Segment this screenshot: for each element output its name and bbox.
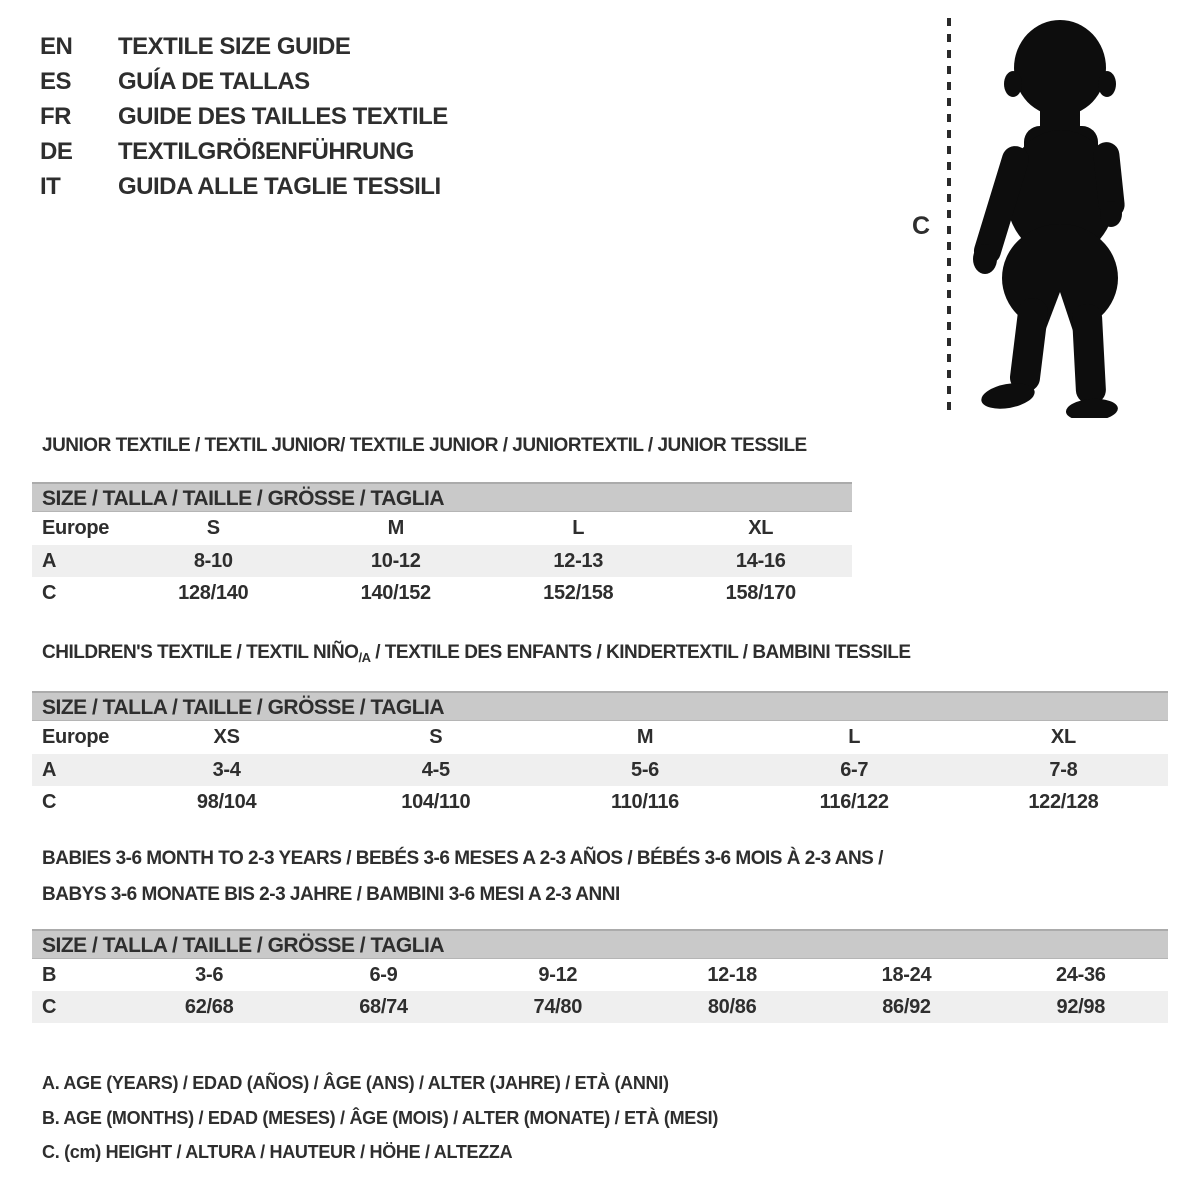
babies-months-row — [32, 959, 1168, 991]
row-label: C — [42, 995, 57, 1018]
language-row-de — [40, 134, 448, 169]
size-column: L — [848, 726, 861, 748]
months-value: 24-36 — [1055, 963, 1106, 986]
size-column: S — [429, 726, 443, 748]
language-row-es — [40, 64, 448, 99]
height-value: 74/80 — [533, 995, 583, 1018]
children-column-header-row — [32, 721, 1168, 754]
height-value: 98/104 — [196, 790, 257, 813]
junior-column-header-row — [32, 512, 852, 545]
heading-subscript: /A — [358, 650, 371, 665]
height-dashed-line — [947, 18, 951, 417]
height-value: 122/128 — [1028, 790, 1099, 813]
height-value: 92/98 — [1056, 995, 1106, 1018]
height-value: 68/74 — [359, 995, 408, 1018]
months-value: 6-9 — [369, 963, 398, 986]
heading-text: CHILDREN'S TEXTILE / TEXTIL NIÑO — [42, 642, 359, 663]
age-value: 7-8 — [1049, 758, 1078, 781]
guide-title-de: TEXTILGRÖßENFÜHRUNG — [118, 138, 414, 165]
language-code: IT — [40, 173, 61, 200]
babies-size-table — [32, 929, 1168, 1023]
junior-section-heading: JUNIOR TEXTILE / TEXTIL JUNIOR/ TEXTILE JUNIOR / JUNIORTEXTIL / JUNIOR TESSILE — [42, 435, 807, 456]
age-value: 14-16 — [735, 549, 786, 572]
age-value: 3-4 — [212, 758, 241, 781]
height-measure-label: C — [912, 212, 931, 240]
region-label: Europe — [42, 726, 110, 748]
language-row-it — [40, 169, 448, 204]
guide-title-es: GUÍA DE TALLAS — [118, 68, 310, 95]
junior-size-table — [32, 482, 852, 609]
heading-text: / TEXTILE DES ENFANTS / KINDERTEXTIL / BAMBINI TESSILE — [370, 642, 911, 663]
language-code: EN — [40, 33, 73, 60]
months-value: 18-24 — [881, 963, 932, 986]
junior-age-row — [32, 545, 852, 577]
babies-height-row — [32, 991, 1168, 1023]
guide-title-en: TEXTILE SIZE GUIDE — [118, 33, 351, 60]
toddler-silhouette-icon — [968, 16, 1148, 418]
legend-line-c: C. (cm) HEIGHT / ALTURA / HAUTEUR / HÖHE / ALTEZZA — [42, 1142, 513, 1162]
months-value: 12-18 — [707, 963, 757, 986]
children-section-heading — [42, 641, 911, 670]
row-label: C — [42, 790, 57, 813]
guide-title-fr: GUIDE DES TAILLES TEXTILE — [118, 103, 448, 130]
junior-height-row — [32, 577, 852, 609]
size-column: XS — [213, 726, 240, 748]
height-value: 140/152 — [360, 581, 431, 604]
size-column: L — [572, 517, 585, 539]
height-value: 158/170 — [725, 581, 796, 604]
children-size-table — [32, 691, 1168, 818]
row-label: A — [42, 758, 57, 781]
height-value: 80/86 — [707, 995, 757, 1018]
language-row-en — [40, 29, 448, 64]
age-value: 4-5 — [421, 758, 450, 781]
size-header-bar: SIZE / TALLA / TAILLE / GRÖSSE / TAGLIA — [32, 929, 1168, 959]
language-code: DE — [40, 138, 73, 165]
row-label: A — [42, 549, 57, 572]
language-code: FR — [40, 103, 71, 130]
babies-section-heading-line1: BABIES 3-6 MONTH TO 2-3 YEARS / BEBÉS 3-6 MESES A 2-3 AÑOS / BÉBÉS 3-6 MOIS À 2-3 ANS / — [42, 848, 883, 869]
height-value: 110/116 — [611, 790, 679, 813]
height-value: 152/158 — [543, 581, 614, 604]
legend-line-a: A. AGE (YEARS) / EDAD (AÑOS) / ÂGE (ANS) / ALTER (JAHRE) / ETÀ (ANNI) — [42, 1073, 669, 1093]
size-column: XL — [748, 517, 774, 539]
size-header-bar: SIZE / TALLA / TAILLE / GRÖSSE / TAGLIA — [32, 482, 852, 512]
babies-section-heading-line2: BABYS 3-6 MONATE BIS 2-3 JAHRE / BAMBINI 3-6 MESI A 2-3 ANNI — [42, 884, 620, 905]
age-value: 5-6 — [631, 758, 660, 781]
age-value: 6-7 — [840, 758, 869, 781]
height-value: 104/110 — [401, 790, 471, 813]
size-column: M — [636, 726, 654, 748]
children-height-row — [32, 786, 1168, 818]
age-value: 8-10 — [193, 549, 233, 572]
size-column: XL — [1050, 726, 1076, 748]
legend-line-b: B. AGE (MONTHS) / EDAD (MESES) / ÂGE (MOIS) / ALTER (MONATE) / ETÀ (MESI) — [42, 1108, 719, 1128]
row-label: C — [42, 581, 57, 604]
months-value: 9-12 — [538, 963, 578, 986]
region-label: Europe — [42, 517, 110, 539]
age-value: 12-13 — [553, 549, 604, 572]
height-value: 86/92 — [882, 995, 931, 1018]
height-value: 62/68 — [184, 995, 234, 1018]
language-title-list — [40, 29, 448, 204]
guide-title-it: GUIDA ALLE TAGLIE TESSILI — [118, 173, 441, 200]
row-label: B — [42, 963, 57, 986]
height-value: 128/140 — [178, 581, 249, 604]
months-value: 3-6 — [195, 963, 224, 986]
language-code: ES — [40, 68, 72, 95]
size-column: M — [387, 517, 404, 539]
language-row-fr — [40, 99, 448, 134]
height-value: 116/122 — [819, 790, 889, 813]
size-column: S — [206, 517, 220, 539]
children-age-row — [32, 754, 1168, 786]
size-header-bar: SIZE / TALLA / TAILLE / GRÖSSE / TAGLIA — [32, 691, 1168, 721]
age-value: 10-12 — [370, 549, 421, 572]
